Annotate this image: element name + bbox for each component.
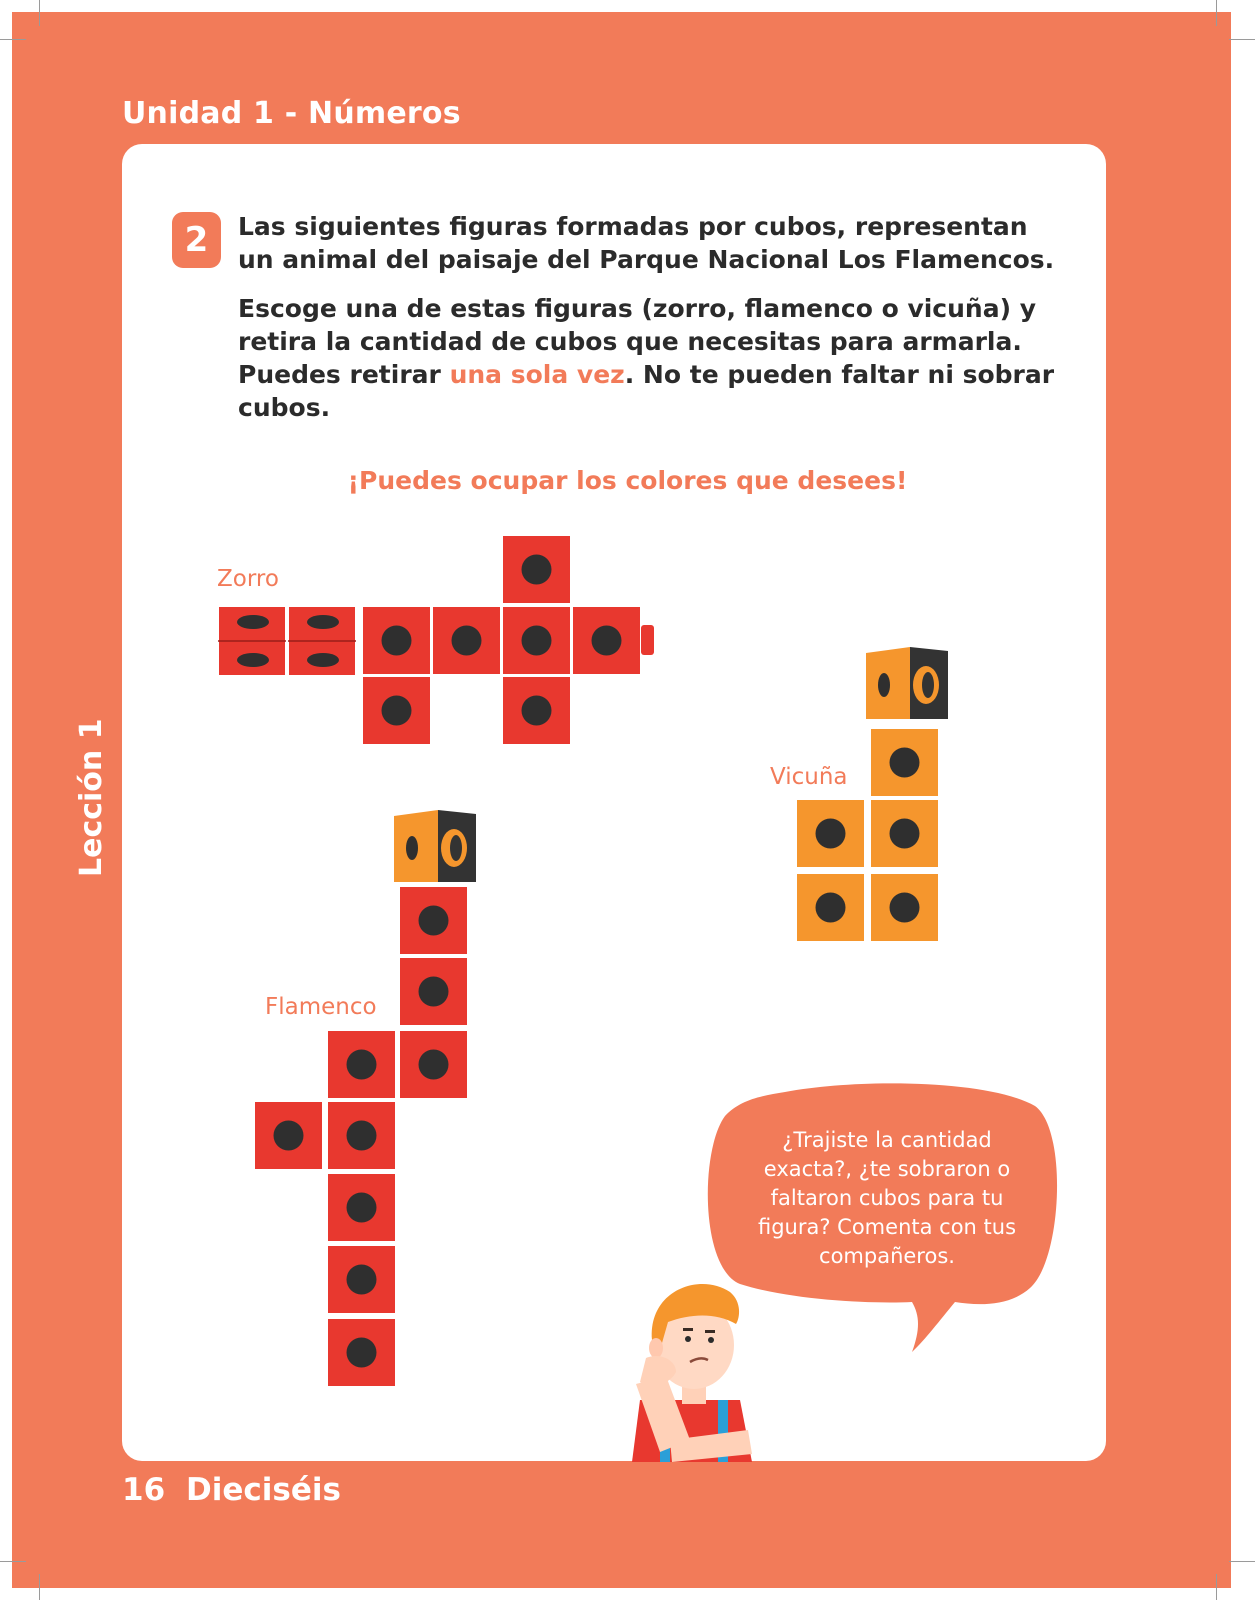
flamenco-cube [327,1030,396,1099]
zorro-cube [502,606,571,675]
speech-bubble-text: ¿Trajiste la cantidad exacta?, ¿te sobraron o faltaron cubos para tu figura? Comenta con tus compañeros. [757,1128,1017,1268]
flamenco-cube [399,886,468,955]
flamenco-head-cube [394,810,476,882]
flamenco-cube [327,1245,396,1314]
flamenco-cube [327,1173,396,1242]
instruction-text: . No te pueden faltar ni sobrar cubos. [238,360,1055,422]
vicuna-cube [870,799,939,868]
page-number-word: Dieciséis [186,1472,341,1508]
vicuna-cube [870,873,939,942]
zorro-cube [572,606,641,675]
zorro-cube [218,606,286,676]
zorro-cube [502,535,571,604]
boy-ear [649,1338,663,1358]
vicuna-cube [870,728,939,797]
zorro-cube [432,606,501,675]
boy-brow [683,1328,693,1331]
zorro-cube [288,606,356,676]
figure-label-vicuna: Vicuña [770,764,848,790]
instruction-text: Escoge una de estas figuras (zorro, flamenco o vicuña) y retira la cantidad de cubos que necesitas para armarla. Puedes retirar [238,294,1037,389]
boy-eye [708,1337,714,1343]
boy-brow [705,1330,715,1333]
zorro-cube-nub [641,625,654,655]
page-number: 16 [122,1472,166,1508]
zorro-cube [502,676,571,745]
figure-label-zorro: Zorro [217,566,279,592]
colors-note: ¡Puedes ocupar los colores que desees! [347,466,908,495]
boy-eye [685,1336,691,1342]
flamenco-cube [399,1030,468,1099]
flamenco-cube [327,1318,396,1387]
vicuna-head-cube [866,647,948,719]
lesson-side-tab: Lección 1 [74,718,109,877]
zorro-cube [362,676,431,745]
unit-title: Unidad 1 - Números [122,96,461,131]
flamenco-cube [254,1101,323,1170]
highlight-text: una sola vez [449,360,625,389]
figure-label-flamenco: Flamenco [265,994,377,1020]
thinking-boy-illustration [632,1284,752,1462]
flamenco-cube [327,1101,396,1170]
vicuna-cube [796,799,865,868]
flamenco-cube [399,957,468,1026]
vicuna-cube [796,873,865,942]
exercise-number-badge: 2 [172,212,221,268]
instruction-paragraph-1: Las siguientes figuras formadas por cubos, representan un animal del paisaje del Parque Nacional Los Flamencos. [238,212,1055,274]
zorro-cube [362,606,431,675]
